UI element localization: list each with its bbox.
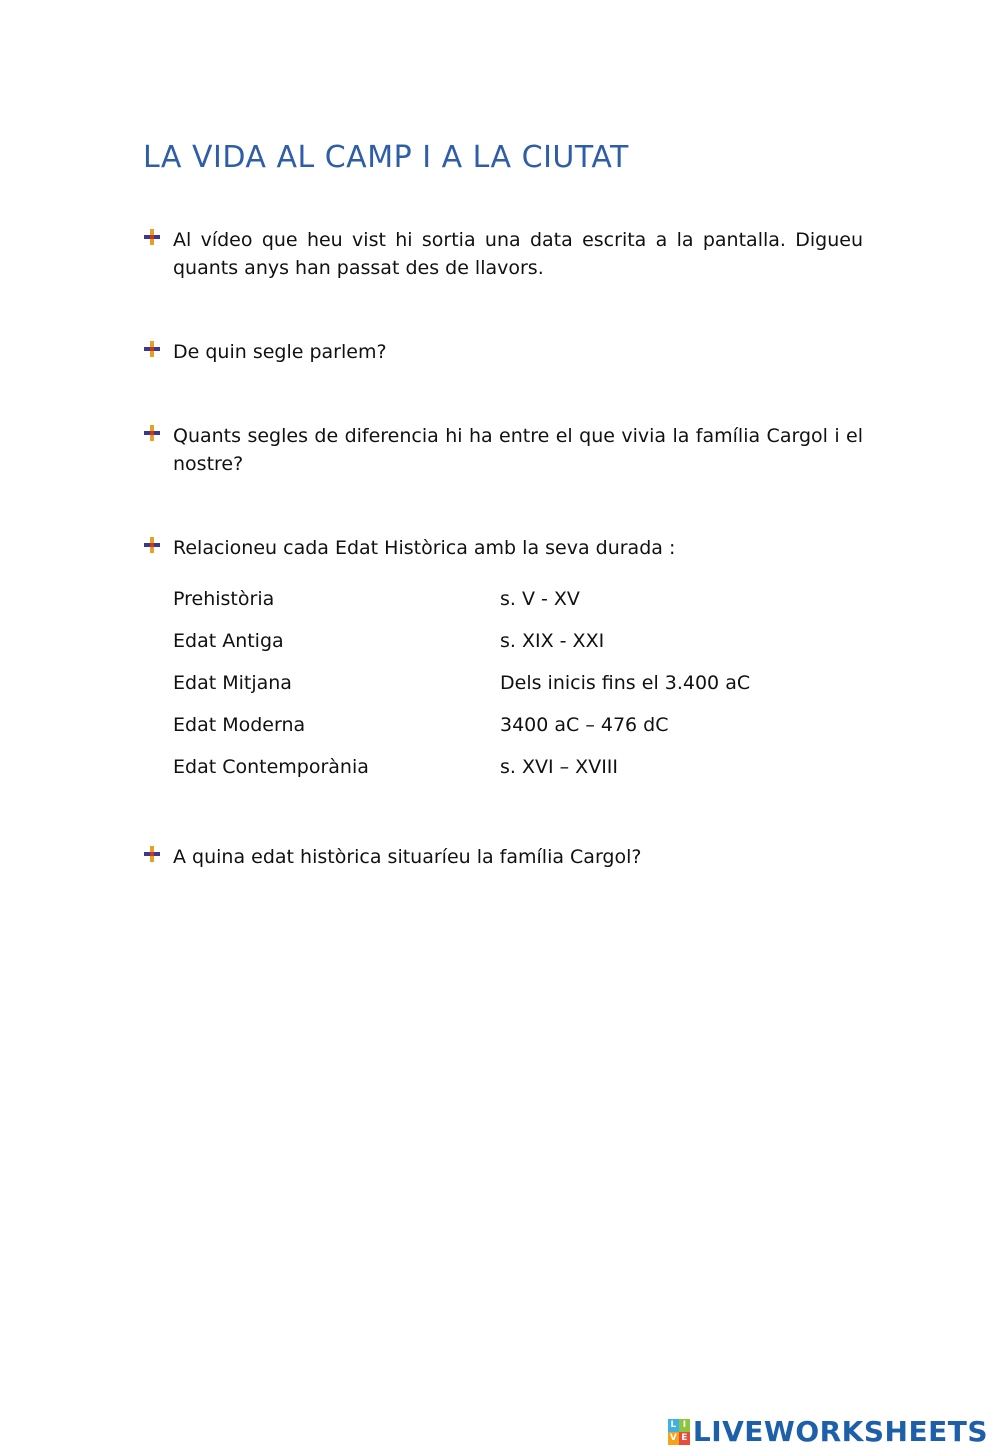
page-title: LA VIDA AL CAMP I A LA CIUTAT — [143, 140, 629, 175]
matching-table — [173, 588, 793, 798]
matching-row — [173, 714, 793, 756]
matching-left-item[interactable]: Prehistòria — [173, 588, 275, 610]
matching-left-item[interactable]: Edat Contemporània — [173, 756, 369, 778]
matching-left-item[interactable]: Edat Antiga — [173, 630, 284, 652]
logo-letter: L — [668, 1419, 679, 1432]
brand-name: LIVEWORKSHEETS — [692, 1415, 988, 1448]
matching-right-item[interactable]: 3400 aC – 476 dC — [500, 714, 669, 736]
matching-right-item[interactable]: s. XIX - XXI — [500, 630, 605, 652]
matching-row — [173, 756, 793, 798]
matching-right-item[interactable]: s. XVI – XVIII — [500, 756, 618, 778]
logo-letter: V — [668, 1432, 679, 1445]
liveworksheets-logo-icon — [668, 1419, 690, 1445]
matching-left-item[interactable]: Edat Moderna — [173, 714, 306, 736]
matching-right-item[interactable]: Dels inicis fins el 3.400 aC — [500, 672, 751, 694]
liveworksheets-brand — [668, 1415, 988, 1448]
arrow-bullet-icon — [143, 228, 161, 246]
matching-right-item[interactable]: s. V - XV — [500, 588, 580, 610]
question-text: Quants segles de diferencia hi ha entre el que vivia la família Cargol i el nostre? — [173, 425, 863, 475]
question-text: A quina edat històrica situaríeu la família Cargol? — [173, 846, 642, 868]
arrow-bullet-icon — [143, 424, 161, 442]
matching-row — [173, 672, 793, 714]
matching-row — [173, 630, 793, 672]
arrow-bullet-icon — [143, 340, 161, 358]
arrow-bullet-icon — [143, 845, 161, 863]
logo-letter: I — [679, 1419, 690, 1432]
matching-row — [173, 588, 793, 630]
matching-left-item[interactable]: Edat Mitjana — [173, 672, 292, 694]
arrow-bullet-icon — [143, 536, 161, 554]
question-text: De quin segle parlem? — [173, 341, 387, 363]
question-text: Relacioneu cada Edat Històrica amb la seva durada : — [173, 537, 676, 559]
logo-letter: E — [679, 1432, 690, 1445]
question-text: Al vídeo que heu vist hi sortia una data escrita a la pantalla. Digueu quants anys han passat des de llavors. — [173, 229, 863, 279]
